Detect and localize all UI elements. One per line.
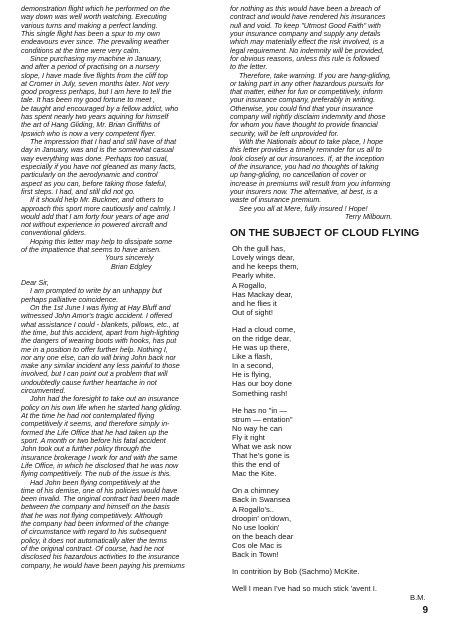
text-line: The impression that I had and still have of that	[30, 138, 177, 146]
text-line: See you all at Mere, fully insured ! Hope!	[239, 204, 368, 213]
text-line: Life Office, in which he disclosed that he was now	[21, 461, 179, 470]
poem-line: Oh the gull has,	[232, 244, 286, 254]
text-line: your insurers now. The alternative, at best, is a	[230, 187, 378, 196]
poem-line: On a chimney	[232, 486, 279, 496]
poem-line: Had a cloud come,	[232, 324, 296, 334]
text-line: or taking part in any other hazardous pursuits for	[230, 79, 384, 88]
poem-closing-line: Well I mean I've had so much stick 'avent I.	[232, 584, 377, 594]
author-initials: B.M.	[410, 593, 426, 603]
spacer	[232, 478, 432, 486]
poem-line: No way he can	[232, 423, 283, 433]
text-line: disclosed his hazardous activities to the insurance	[21, 553, 180, 562]
spacer	[232, 576, 432, 584]
text-line: endeavours ever since. The prevailing weather	[21, 38, 170, 47]
letter-paragraph	[21, 238, 218, 255]
text-line: your insurance company and supply any details	[230, 29, 381, 38]
text-line: for whom you have thought to provide financial	[230, 121, 378, 130]
text-line: the dangers of wearing boots with hooks, has put	[21, 337, 177, 346]
text-line: On the 1st June I was flying at Hay Bluff and	[30, 303, 171, 312]
text-line: for obvious reasons, unless this rule is followed	[230, 54, 380, 63]
text-line: waste of insurance premium.	[230, 196, 322, 205]
text-line: conventional gliders.	[21, 229, 87, 238]
poem-line: That he's gone is	[232, 451, 290, 461]
text-line: conditions at the time were very calm.	[21, 46, 141, 55]
poem-line: Mac the Kite.	[232, 469, 277, 479]
text-line: not without experience in powered aircraft and	[21, 221, 168, 230]
poem-line: No use lookin'	[232, 522, 280, 532]
text-line: would add that I am forty four years of age and	[21, 212, 169, 221]
letter-paragraph	[230, 138, 432, 205]
poem-stanza	[232, 486, 432, 559]
poem-line: He has no "in —	[232, 405, 288, 415]
text-line: contract and would have rendered his insurances	[230, 13, 386, 22]
closing-line: Yours sincerely	[105, 254, 154, 263]
text-line: between the company and himself on the basis	[21, 503, 170, 512]
text-line: up hang-gliding, no cancellation of cover or	[230, 171, 367, 180]
text-line: especially if you have not gleaned as many facts,	[21, 162, 177, 171]
poem-stanza	[232, 244, 432, 317]
text-line: legal requirement. No indemnity will be provided,	[230, 46, 384, 55]
text-line: With the Nationals about to take place, I hope	[239, 138, 384, 146]
letter-1	[21, 5, 218, 271]
text-line: policy, it does not automatically alter the terms	[21, 536, 167, 545]
text-line: good progress perhaps, but I am here to tell the	[21, 88, 172, 97]
poem-line: and he keeps them,	[232, 262, 299, 272]
text-line: company will rightly disclaim indemnity and those	[230, 113, 386, 122]
text-line: insurance brokerage I work for and with the same	[21, 453, 178, 462]
text-line: what assistance I could - blankets, pillows, etc., at	[21, 320, 179, 329]
spacer	[232, 398, 432, 406]
poem-line: Out of sight!	[232, 307, 273, 317]
poem-line: on the beach dear	[232, 531, 294, 541]
spacer	[232, 559, 432, 567]
poem-stanza	[232, 325, 432, 398]
text-line: of the original contract. Of course, had he not	[21, 545, 164, 553]
text-line: Ipswich who is now a very competent flyer.	[21, 129, 157, 138]
poem-line: He was up there,	[232, 343, 290, 353]
poem-line: Cos ole Mac is	[232, 540, 282, 550]
text-line: tale. It has been my good fortune to meet ,	[21, 96, 156, 105]
text-line: of the impatience that seems to have arisen.	[21, 246, 162, 255]
poem-line: on the ridge dear,	[232, 333, 292, 343]
text-line: has spent nearly two years aquiring for himself	[21, 113, 169, 122]
text-line: I am prompted to write by an unhappy but	[30, 287, 162, 296]
text-line: increase in premiums will result from you informing	[230, 179, 391, 188]
author-name: Terry Milbourn.	[345, 212, 393, 221]
text-line: Since purchasing my machine in January,	[30, 54, 162, 63]
text-line: be taught and encouraged by a fellow addict, who	[21, 104, 179, 113]
text-line: sport. A month or two before his fatal accident	[21, 436, 166, 445]
text-line: This single flight has been a spur to my own	[21, 29, 160, 38]
poem-line: and he flies it	[232, 298, 277, 308]
text-line: the time, but this accident, apart from high-lighting	[21, 328, 179, 337]
text-line: undoubtedly cause further heartache in not	[21, 378, 157, 387]
text-line: look closely at our insurances. If, at the inception	[230, 154, 385, 163]
letter-paragraph	[230, 5, 432, 72]
text-line: day in January, was and is the somewhat casual	[21, 146, 174, 155]
text-line: and after a period of practising on a nursery	[21, 63, 160, 72]
text-line: security, will be left unprovided for.	[230, 129, 339, 138]
left-column	[21, 5, 218, 570]
poem-line: Has Mackay dear,	[232, 289, 293, 299]
spacer	[232, 317, 432, 325]
poem-line: Something rash!	[232, 388, 288, 398]
letter-paragraph	[21, 55, 218, 138]
poem-line: A Rogallo,	[232, 280, 267, 290]
text-line: At the time he had not contemplated flying	[21, 412, 155, 420]
text-line: flying competitively. The nub of the issue is this.	[21, 470, 172, 479]
text-line: first steps. I had, and still did not go.	[21, 187, 135, 196]
text-line: this letter provides a timely reminder for us all to	[230, 146, 382, 155]
poem-line: In a second,	[232, 361, 274, 371]
text-line: If it should help Mr. Buckner, and others to	[30, 196, 164, 205]
letter-paragraph	[21, 395, 218, 478]
letter-paragraph	[21, 196, 218, 238]
letter-2	[21, 279, 218, 570]
text-line: circumvented.	[21, 387, 66, 396]
salutation: Dear Sir,	[21, 279, 49, 287]
poem-line: this the end of	[232, 460, 280, 470]
text-line: for nothing as this would have been a breach of	[230, 5, 381, 13]
poem-line: Back in Town!	[232, 550, 279, 560]
text-line: that matter, either for fun or competitively, inform	[230, 88, 383, 97]
text-line: the company had been informed of the change	[21, 520, 169, 529]
text-line: time of his demise, one of his policies would have	[21, 486, 178, 495]
poem-line: droopin' on'down,	[232, 513, 292, 523]
poem-line: Pearly white.	[232, 271, 276, 281]
poem-line: Fly it right	[232, 432, 265, 442]
right-column	[230, 5, 432, 602]
text-line: your insurance company, preferably in writing.	[230, 96, 376, 105]
text-line: Otherwise, you could find that your insurance	[230, 104, 373, 113]
text-line: involved, but I can point out a problem that will	[21, 370, 168, 379]
text-line: that he was not flying competitively. Although	[21, 511, 163, 520]
poem-line: strum — entation"	[232, 414, 293, 424]
text-line: John had the foresight to take out an insurance	[30, 395, 179, 404]
poem-line: What we ask now	[232, 442, 292, 451]
poem	[232, 244, 432, 602]
letter-2-continued	[230, 5, 432, 221]
text-line: particularly on the aerodynamic and control	[21, 171, 158, 180]
poem-title: ON THE SUBJECT OF CLOUD FLYING	[230, 228, 420, 240]
text-line: way down was well worth watching. Executing	[21, 13, 167, 22]
text-line: Hoping this letter may help to dissipate some	[30, 237, 173, 246]
text-line: various turns and making a perfect landing.	[21, 21, 158, 30]
text-line: demonstration flight which he performed on the	[21, 5, 170, 13]
letter-paragraph	[21, 479, 218, 570]
text-line: slope, I have made five flights from the cliff top	[21, 71, 168, 80]
spacer	[21, 271, 218, 279]
poem-line: A Rogallo's..	[232, 504, 274, 514]
text-line: null and void. To keep "Utmost Good Faith" with	[230, 21, 381, 30]
poem-stanza	[232, 406, 432, 479]
letter-paragraph	[21, 287, 218, 304]
text-line: policy on his own life when he started hang gliding.	[21, 403, 182, 412]
poem-line: Has our boy done	[232, 379, 292, 389]
text-line: John took out a further policy through the	[21, 445, 151, 454]
text-line: Therefore, take warning. If you are hang-gliding,	[239, 71, 392, 80]
text-line: nor any one else, can do will bring John back nor	[21, 353, 176, 362]
poem-line: Lovely wings dear,	[232, 253, 295, 263]
letter-paragraph	[21, 304, 218, 395]
author-name: Brian Edgley	[111, 262, 152, 271]
text-line: way everything was done. Perhaps too casual,	[21, 154, 169, 163]
text-line: witnessed John Amor's tragic accident. I offered	[21, 312, 173, 321]
text-line: of the insurance, you had no thoughts of taking	[230, 162, 379, 171]
text-line: company, he would have been paying his premiums	[21, 561, 185, 570]
text-line: make any similar incident any less painful to those	[21, 362, 180, 371]
text-line: been invalid. The original contract had been made	[21, 495, 180, 504]
text-line: formed the Life Office that he had taken up the	[21, 428, 169, 437]
poem-line: He is flying,	[232, 370, 272, 380]
text-line: to the letter.	[230, 63, 268, 72]
page-number: 9	[422, 605, 428, 616]
text-line: aspect as you can, before taking those fateful,	[21, 179, 167, 188]
text-line: me in a position to offer further help. Nothing I,	[21, 345, 168, 354]
text-line: approach this sport more cautiously and calmly, I	[21, 204, 176, 213]
text-line: competitively it seems, and therefore simply in-	[21, 420, 170, 429]
letter-paragraph	[21, 138, 218, 196]
text-line: which may materially effect the risk involved, is a	[230, 38, 384, 47]
poem-attribution: In contrition by Bob (Sachmo) McKite.	[232, 567, 360, 577]
text-line: perhaps palliative coincidence.	[21, 295, 119, 304]
letter-signoff	[21, 254, 218, 271]
text-line: of circumstance with regard to his subsequent	[21, 528, 167, 537]
letter-paragraph	[230, 72, 432, 139]
letter-paragraph	[230, 205, 432, 213]
letter-paragraph	[21, 5, 218, 55]
poem-line: Like a flash,	[232, 352, 273, 362]
poem-line: Back in Swansea	[232, 495, 291, 505]
text-line: the art of Hang Gliding, Mr. Brian Griffiths of	[21, 121, 160, 130]
text-line: at Cromer in July, seven months later. Not very	[21, 79, 170, 88]
text-line: Had John been flying competitively at the	[30, 478, 161, 487]
